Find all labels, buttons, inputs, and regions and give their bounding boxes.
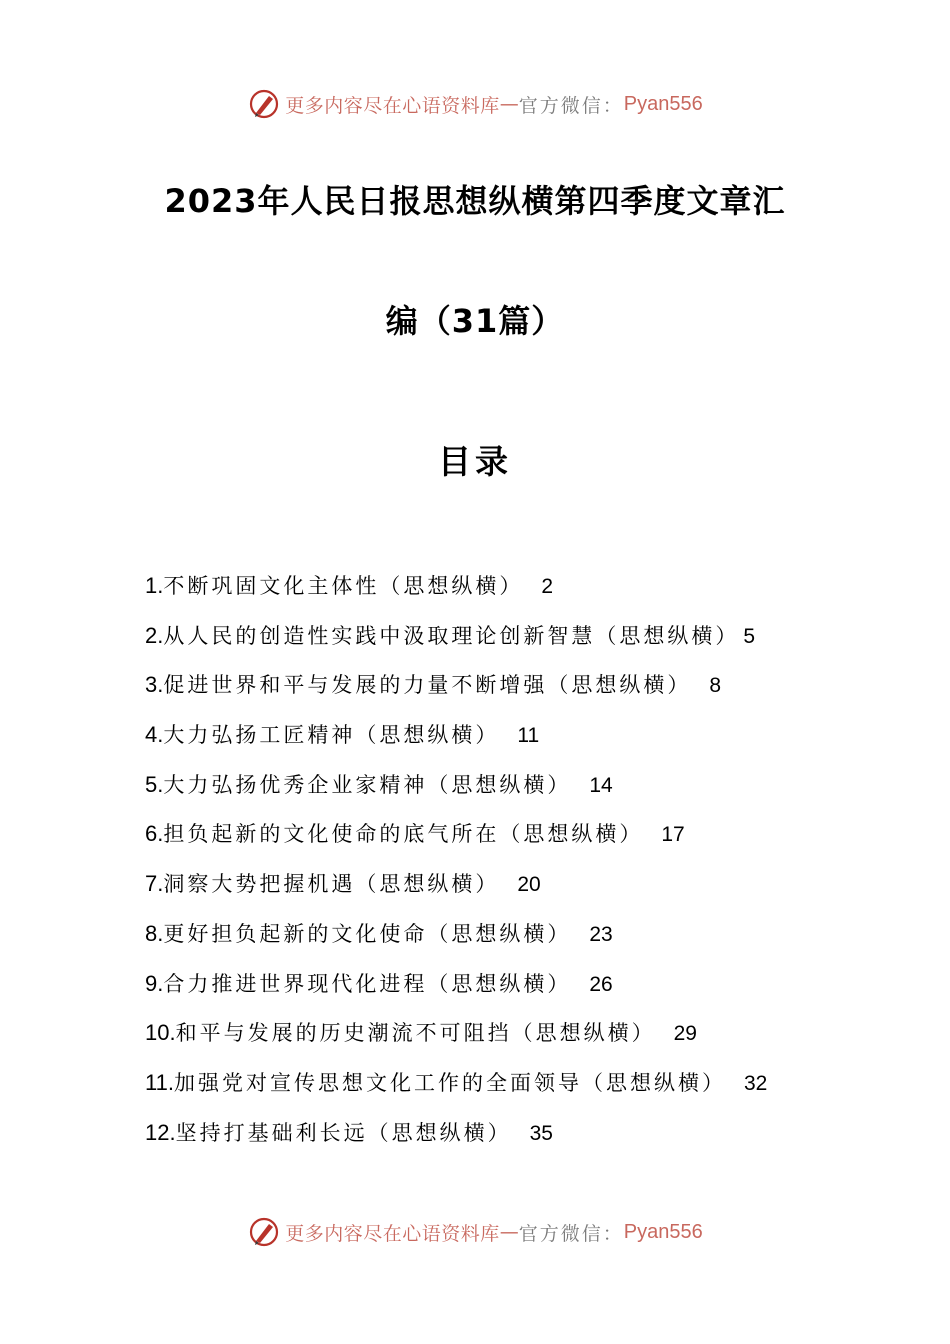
toc-entry-number: 1. <box>145 573 164 598</box>
toc-entry[interactable] <box>145 1065 845 1115</box>
toc-entry-title: 从人民的创造性实践中汲取理论创新智慧（思想纵横） <box>163 623 740 648</box>
toc-entry-page: 23 <box>589 922 613 946</box>
toc-entry[interactable] <box>145 1115 845 1165</box>
watermark-separator: — <box>499 93 519 115</box>
watermark-banner-bottom <box>0 1212 950 1252</box>
toc-entry-page: 26 <box>589 972 613 996</box>
toc-entry-number: 12. <box>145 1119 176 1145</box>
watermark-wechat-id: Pyan556 <box>623 92 703 115</box>
toc-entry[interactable] <box>145 866 845 916</box>
toc-entry[interactable] <box>145 816 845 866</box>
watermark-site-text: 更多内容尽在心语资料库 <box>285 94 500 117</box>
toc-entry-number: 11. <box>145 1069 174 1095</box>
toc-entry-number: 5. <box>145 771 164 797</box>
toc-entry-title: 不断巩固文化主体性（思想纵横） <box>163 574 524 598</box>
toc-entry-number: 2. <box>145 622 164 648</box>
toc-entry-number: 9. <box>145 970 164 996</box>
toc-entry-page: 29 <box>673 1022 697 1046</box>
pen-logo-icon <box>247 87 281 121</box>
toc-entry-title: 合力推进世界现代化进程（思想纵横） <box>163 971 572 996</box>
toc-entry-title: 和平与发展的历史潮流不可阻挡（思想纵横） <box>175 1021 656 1046</box>
toc-entry-title: 大力弘扬优秀企业家精神（思想纵横） <box>163 772 572 797</box>
toc-entry-title: 促进世界和平与发展的力量不断增强（思想纵横） <box>163 673 692 698</box>
toc-entry-number: 7. <box>145 871 164 897</box>
toc-entry-page: 32 <box>743 1071 768 1095</box>
toc-entry-page: 14 <box>589 773 613 797</box>
toc-heading: 目录 <box>438 442 512 481</box>
toc-entry[interactable] <box>145 717 845 767</box>
toc-entry-page: 17 <box>661 823 685 847</box>
toc-entry[interactable] <box>145 1015 845 1065</box>
toc-entry-page: 11 <box>517 724 540 748</box>
toc-entry-title: 坚持打基础利长远（思想纵横） <box>175 1120 512 1145</box>
toc-entry-title: 担负起新的文化使命的底气所在（思想纵横） <box>163 822 644 847</box>
toc-entry-page: 2 <box>541 575 554 598</box>
toc-entry-page: 5 <box>743 624 756 648</box>
toc-entry-title: 大力弘扬工匠精神（思想纵横） <box>163 723 500 748</box>
toc-entry[interactable] <box>145 916 845 966</box>
toc-entry-number: 3. <box>145 672 164 698</box>
toc-entry-page: 8 <box>709 674 722 698</box>
watermark-label: 官方微信： <box>518 1222 624 1245</box>
toc-entry-number: 6. <box>145 821 164 847</box>
toc-entry[interactable] <box>145 568 845 618</box>
toc-entry-title: 加强党对宣传思想文化工作的全面领导（思想纵横） <box>173 1070 726 1095</box>
toc-entry[interactable] <box>145 618 845 668</box>
toc-entry-title: 更好担负起新的文化使命（思想纵横） <box>163 921 572 946</box>
toc-entry-page: 35 <box>529 1121 553 1145</box>
toc-entry[interactable] <box>145 767 845 817</box>
watermark-separator: — <box>499 1221 519 1243</box>
table-of-contents <box>145 568 845 1164</box>
toc-entry-page: 20 <box>517 873 541 897</box>
watermark-wechat-id: Pyan556 <box>623 1220 703 1243</box>
toc-entry-title: 洞察大势把握机遇（思想纵横） <box>163 872 500 897</box>
pen-logo-icon <box>247 1215 281 1249</box>
document-title-line2: 编（31篇） <box>385 302 565 340</box>
watermark-banner-top <box>0 84 950 124</box>
toc-entry-number: 8. <box>145 920 164 946</box>
toc-entry[interactable] <box>145 966 845 1016</box>
watermark-label: 官方微信： <box>518 94 624 117</box>
toc-entry[interactable] <box>145 667 845 717</box>
toc-entry-number: 10. <box>145 1020 176 1046</box>
document-title-line1: 2023年人民日报思想纵横第四季度文章汇 <box>164 182 786 220</box>
toc-entry-number: 4. <box>145 722 164 748</box>
watermark-site-text: 更多内容尽在心语资料库 <box>285 1222 500 1245</box>
